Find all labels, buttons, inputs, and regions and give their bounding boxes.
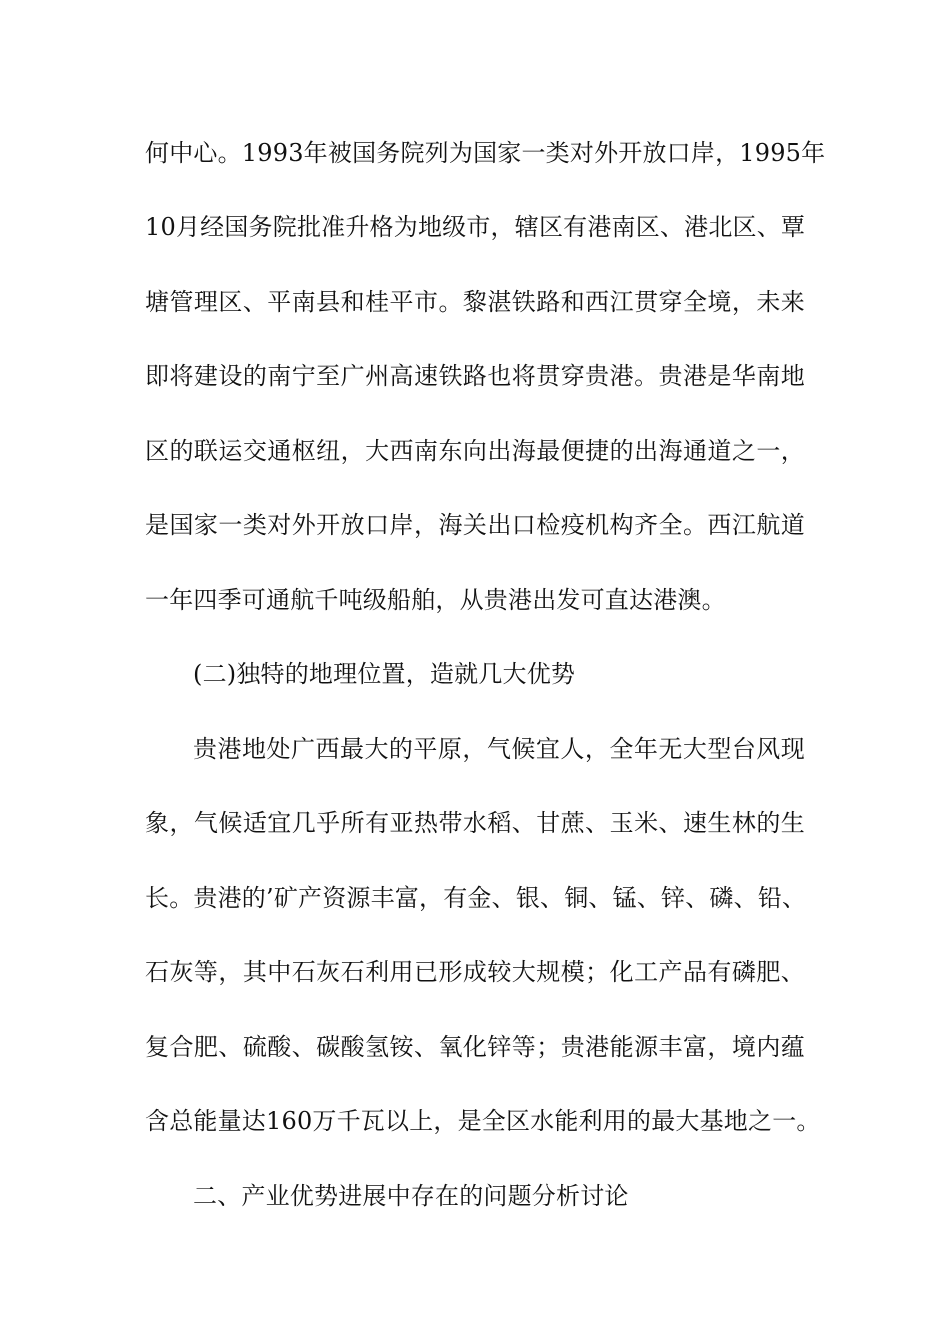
- paragraph-line: 是国家一类对外开放口岸，海关出口检疫机构齐全。西江航道: [145, 511, 805, 539]
- section-heading: (二)独特的地理位置，造就几大优势: [193, 660, 576, 688]
- paragraph-line: 区的联运交通枢纽，大西南东向出海最便捷的出海通道之一，: [145, 437, 805, 465]
- paragraph-line: 即将建设的南宁至广州高速铁路也将贯穿贵港。贵港是华南地: [145, 362, 805, 390]
- paragraph-line: 石灰等，其中石灰石利用已形成较大规模；化工产品有磷肥、: [145, 958, 805, 986]
- paragraph-line: 含总能量达160万千瓦以上，是全区水能利用的最大基地之一。: [145, 1107, 821, 1135]
- paragraph-line: 何中心。1993年被国务院列为国家一类对外开放口岸，1995年: [145, 139, 826, 167]
- paragraph-line: 塘管理区、平南县和桂平市。黎湛铁路和西江贯穿全境，未来: [145, 288, 805, 316]
- section-heading: 二、产业优势进展中存在的问题分析讨论: [193, 1182, 629, 1210]
- paragraph-line: 复合肥、硫酸、碳酸氢铵、氧化锌等；贵港能源丰富，境内蕴: [145, 1033, 805, 1061]
- paragraph-line: 一年四季可通航千吨级船舶，从贵港出发可直达港澳。: [145, 586, 726, 614]
- paragraph-line: 贵港地处广西最大的平原，气候宜人，全年无大型台风现: [193, 735, 805, 763]
- paragraph-line: 象，气候适宜几乎所有亚热带水稻、甘蔗、玉米、速生林的生: [145, 809, 805, 837]
- paragraph-line: 长。贵港的’矿产资源丰富，有金、银、铜、锰、锌、磷、铅、: [145, 884, 807, 912]
- paragraph-line: 10月经国务院批准升格为地级市，辖区有港南区、港北区、覃: [145, 213, 806, 241]
